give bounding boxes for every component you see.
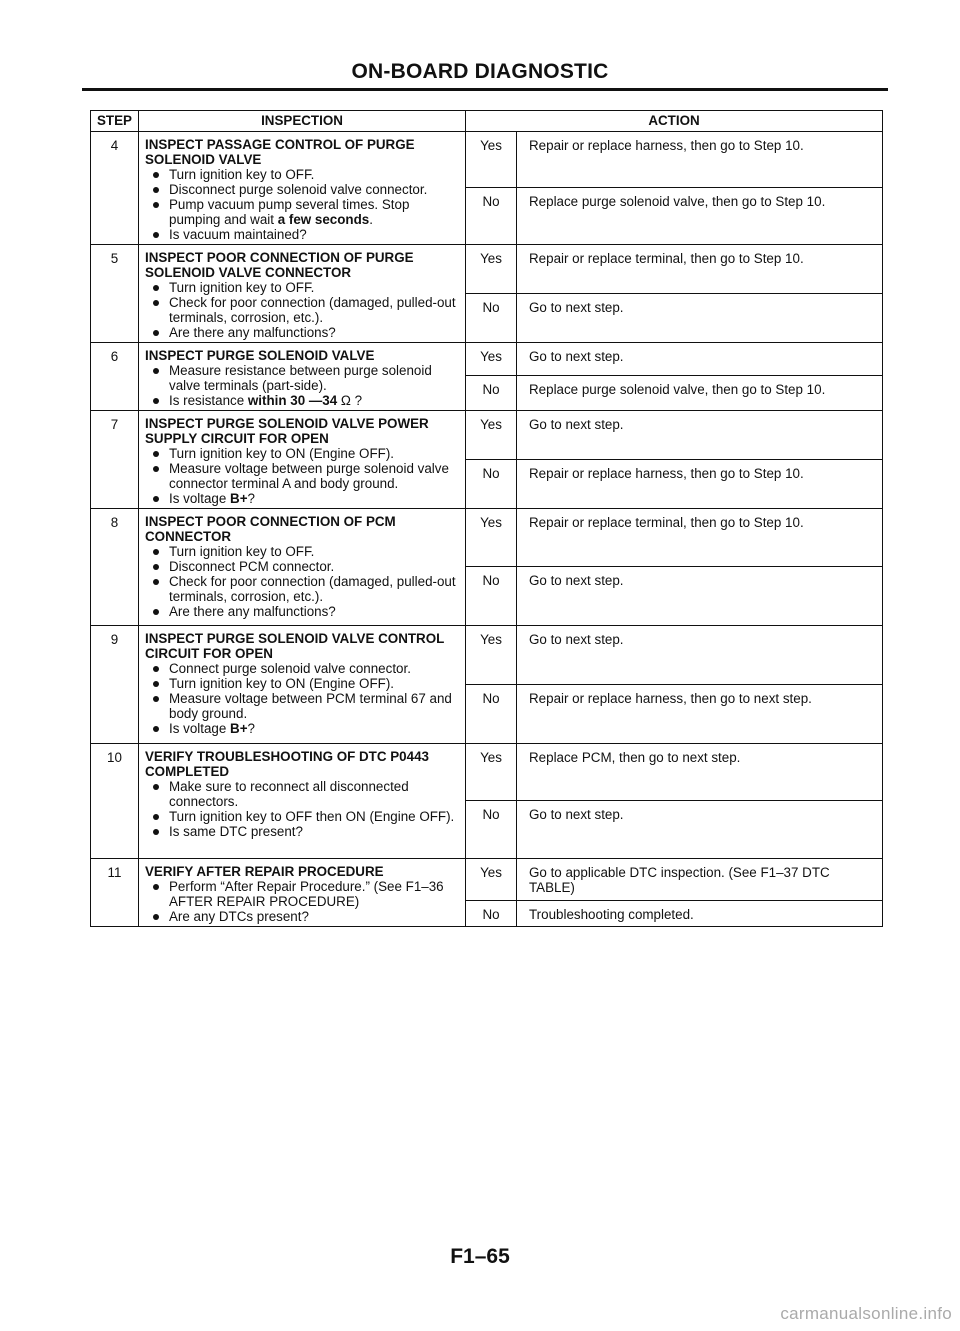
diagnostic-table <box>90 110 883 927</box>
table-row <box>91 509 883 567</box>
answer-cell: Yes <box>466 509 517 567</box>
action-cell: Replace purge solenoid valve, then go to Step 10. <box>517 188 883 245</box>
answer-cell: No <box>466 188 517 245</box>
action-cell: Repair or replace terminal, then go to Step 10. <box>517 245 883 294</box>
action-cell: Repair or replace terminal, then go to Step 10. <box>517 509 883 567</box>
step-number: 10 <box>91 744 139 859</box>
inspection-cell <box>139 245 466 343</box>
answer-cell: Yes <box>466 859 517 901</box>
step-number: 6 <box>91 343 139 411</box>
step-number: 5 <box>91 245 139 343</box>
step-number: 7 <box>91 411 139 509</box>
emphasis-text: a few seconds <box>277 212 370 227</box>
page-title: ON-BOARD DIAGNOSTIC <box>351 60 609 83</box>
inspection-heading: INSPECT PURGE SOLENOID VALVE CONTROL CIRCUIT FOR OPEN <box>145 631 445 661</box>
table-row <box>91 245 883 294</box>
inspection-list <box>145 544 461 619</box>
table-row <box>91 411 883 460</box>
inspection-cell <box>139 343 466 411</box>
inspection-list <box>145 661 461 736</box>
col-inspection-header: INSPECTION <box>139 111 466 132</box>
inspection-item: Measure voltage between purge solenoid valve connector terminal A and body ground. <box>145 461 461 491</box>
answer-cell: Yes <box>466 744 517 801</box>
action-cell: Go to next step. <box>517 567 883 626</box>
inspection-item: Is voltage B+? <box>145 491 461 506</box>
answer-cell: Yes <box>466 626 517 685</box>
table-row <box>91 859 883 901</box>
action-cell: Repair or replace harness, then go to Step 10. <box>517 132 883 188</box>
inspection-heading: INSPECT POOR CONNECTION OF PURGE SOLENOID VALVE CONNECTOR <box>145 250 414 280</box>
inspection-item: Turn ignition key to ON (Engine OFF). <box>145 446 461 461</box>
table-row <box>91 626 883 685</box>
inspection-item: Connect purge solenoid valve connector. <box>145 661 461 676</box>
inspection-heading: INSPECT PASSAGE CONTROL OF PURGE SOLENOID VALVE <box>145 137 415 167</box>
inspection-heading: INSPECT PURGE SOLENOID VALVE POWER SUPPLY CIRCUIT FOR OPEN <box>145 416 429 446</box>
inspection-item: Turn ignition key to OFF. <box>145 167 461 182</box>
action-cell: Repair or replace harness, then go to Step 10. <box>517 460 883 509</box>
inspection-item: Turn ignition key to OFF. <box>145 280 461 295</box>
action-cell: Repair or replace harness, then go to next step. <box>517 685 883 744</box>
inspection-list <box>145 280 461 340</box>
inspection-heading: INSPECT POOR CONNECTION OF PCM CONNECTOR <box>145 514 396 544</box>
table-row <box>91 132 883 188</box>
emphasis-text: B+ <box>230 721 248 736</box>
inspection-cell <box>139 411 466 509</box>
answer-cell: Yes <box>466 132 517 188</box>
inspection-cell <box>139 132 466 245</box>
action-cell: Go to next step. <box>517 801 883 859</box>
answer-cell: No <box>466 801 517 859</box>
title-rule <box>82 88 888 91</box>
answer-cell: No <box>466 294 517 343</box>
action-cell: Go to applicable DTC inspection. (See F1–37 DTC TABLE) <box>517 859 883 901</box>
inspection-heading: INSPECT PURGE SOLENOID VALVE <box>145 348 375 363</box>
inspection-item: Is resistance within 30 —34 Ω ? <box>145 393 461 408</box>
emphasis-text: B+ <box>230 491 248 506</box>
inspection-item: Check for poor connection (damaged, pulled-out terminals, corrosion, etc.). <box>145 574 461 604</box>
answer-cell: No <box>466 460 517 509</box>
answer-cell: No <box>466 901 517 927</box>
inspection-item: Is vacuum maintained? <box>145 227 461 242</box>
inspection-item: Pump vacuum pump several times. Stop pumping and wait a few seconds. <box>145 197 461 227</box>
inspection-list <box>145 167 461 242</box>
answer-cell: No <box>466 567 517 626</box>
answer-cell: Yes <box>466 343 517 376</box>
inspection-list <box>145 363 461 408</box>
table-header-row <box>91 111 883 132</box>
emphasis-text: within 30 —34 <box>247 393 338 408</box>
answer-cell: Yes <box>466 411 517 460</box>
col-step-header: STEP <box>91 111 139 132</box>
inspection-heading: VERIFY TROUBLESHOOTING OF DTC P0443 COMPLETED <box>145 749 429 779</box>
inspection-item: Is voltage B+? <box>145 721 461 736</box>
action-cell: Go to next step. <box>517 626 883 685</box>
inspection-item: Measure resistance between purge solenoid valve terminals (part-side). <box>145 363 461 393</box>
inspection-item: Are there any malfunctions? <box>145 604 461 619</box>
table-row <box>91 744 883 801</box>
step-number: 8 <box>91 509 139 626</box>
action-cell: Go to next step. <box>517 343 883 376</box>
inspection-list <box>145 879 461 924</box>
step-number: 11 <box>91 859 139 927</box>
inspection-item: Check for poor connection (damaged, pulled-out terminals, corrosion, etc.). <box>145 295 461 325</box>
answer-cell: No <box>466 685 517 744</box>
inspection-item: Turn ignition key to ON (Engine OFF). <box>145 676 461 691</box>
inspection-item: Make sure to reconnect all disconnected connectors. <box>145 779 461 809</box>
inspection-item: Turn ignition key to OFF. <box>145 544 461 559</box>
inspection-item: Measure voltage between PCM terminal 67 and body ground. <box>145 691 461 721</box>
table-body <box>91 132 883 927</box>
inspection-item: Are there any malfunctions? <box>145 325 461 340</box>
inspection-item: Turn ignition key to OFF then ON (Engine OFF). <box>145 809 461 824</box>
step-number: 4 <box>91 132 139 245</box>
col-action-header: ACTION <box>466 111 883 132</box>
action-cell: Go to next step. <box>517 294 883 343</box>
inspection-item: Are any DTCs present? <box>145 909 461 924</box>
action-cell: Troubleshooting completed. <box>517 901 883 927</box>
action-cell: Go to next step. <box>517 411 883 460</box>
step-number: 9 <box>91 626 139 744</box>
table-row <box>91 343 883 376</box>
inspection-heading: VERIFY AFTER REPAIR PROCEDURE <box>145 864 384 879</box>
answer-cell: No <box>466 376 517 411</box>
inspection-item: Perform “After Repair Procedure.” (See F1–36 AFTER REPAIR PROCEDURE) <box>145 879 461 909</box>
action-cell: Replace PCM, then go to next step. <box>517 744 883 801</box>
inspection-cell <box>139 744 466 859</box>
inspection-list <box>145 779 461 839</box>
inspection-item: Disconnect PCM connector. <box>145 559 461 574</box>
inspection-item: Is same DTC present? <box>145 824 461 839</box>
page-number: F1–65 <box>450 1245 510 1268</box>
inspection-cell <box>139 509 466 626</box>
inspection-cell <box>139 626 466 744</box>
answer-cell: Yes <box>466 245 517 294</box>
action-cell: Replace purge solenoid valve, then go to Step 10. <box>517 376 883 411</box>
inspection-item: Disconnect purge solenoid valve connector. <box>145 182 461 197</box>
watermark: carmanualsonline.info <box>780 1304 952 1323</box>
inspection-cell <box>139 859 466 927</box>
inspection-list <box>145 446 461 506</box>
